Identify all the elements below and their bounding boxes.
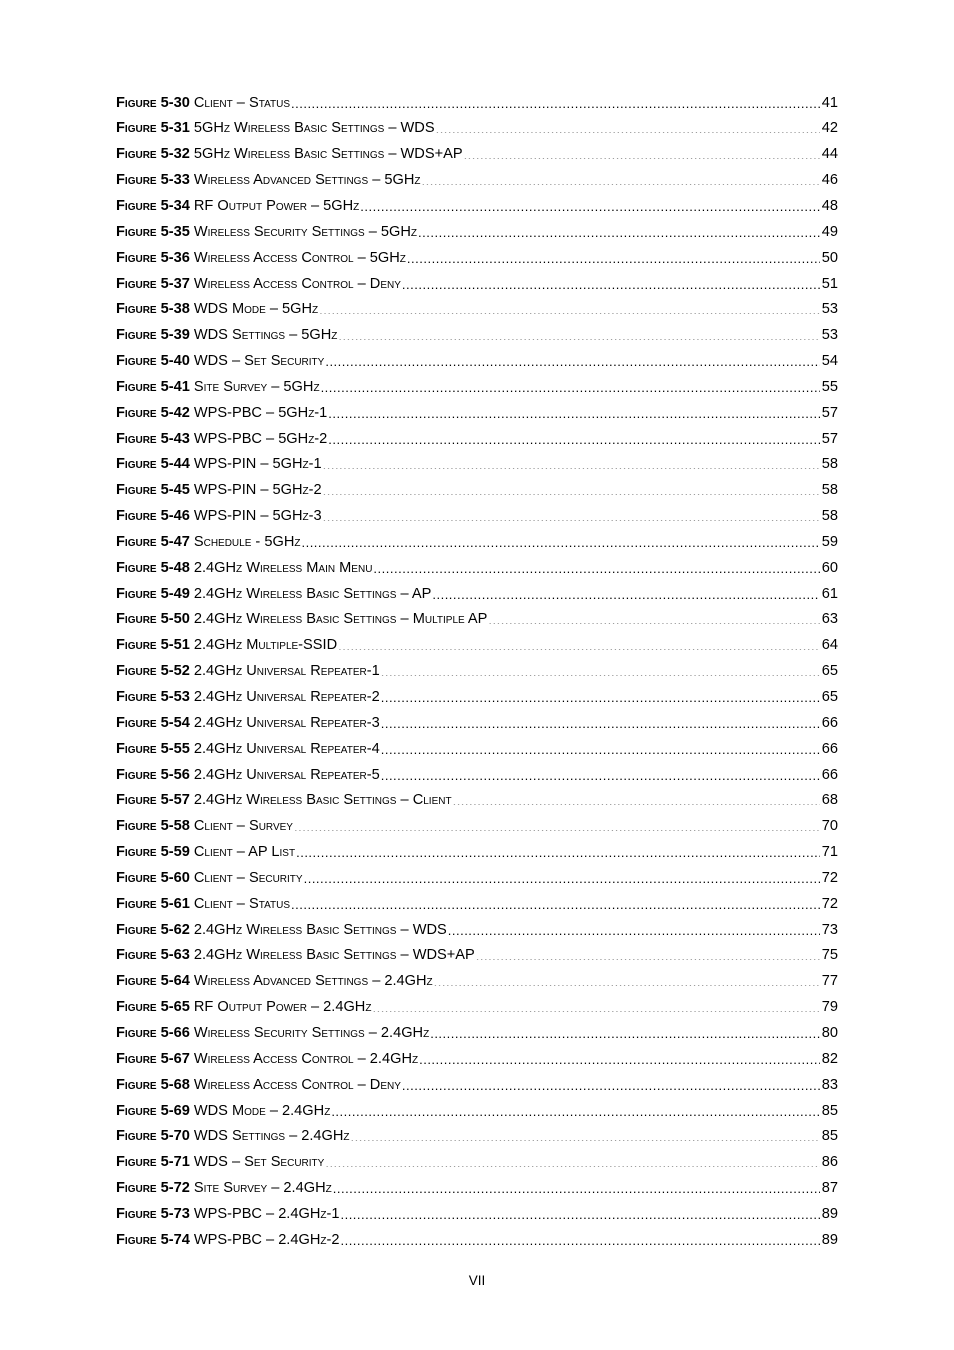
figure-title: 2.4GHz Wireless Basic Settings – AP bbox=[193, 585, 432, 602]
figure-number: Figure 5-35 bbox=[116, 223, 190, 240]
toc-entry[interactable] bbox=[116, 841, 838, 867]
figure-number: Figure 5-69 bbox=[116, 1102, 190, 1119]
figure-title: Site Survey – 5GHz bbox=[193, 378, 320, 395]
figure-title: 2.4GHz Wireless Basic Settings – WDS bbox=[193, 921, 447, 938]
figure-number: Figure 5-57 bbox=[116, 792, 190, 809]
dot-leader bbox=[301, 532, 819, 547]
figure-number: Figure 5-52 bbox=[116, 663, 190, 680]
figure-title: WPS-PIN – 5GHz-1 bbox=[193, 456, 322, 473]
page-number: 79 bbox=[821, 999, 838, 1016]
dot-leader bbox=[464, 145, 820, 160]
figure-title: WPS-PBC – 5GHz-2 bbox=[193, 430, 328, 447]
dot-leader bbox=[407, 248, 820, 263]
dot-leader bbox=[448, 920, 820, 935]
figure-title: 5GHz Wireless Basic Settings – WDS+AP bbox=[193, 146, 463, 163]
figure-number: Figure 5-72 bbox=[116, 1180, 190, 1197]
figure-number: Figure 5-71 bbox=[116, 1154, 190, 1171]
figure-number: Figure 5-70 bbox=[116, 1128, 190, 1145]
page-number: 46 bbox=[821, 172, 838, 189]
toc-entry[interactable] bbox=[116, 997, 838, 1023]
dot-leader bbox=[325, 351, 819, 366]
figure-title: Wireless Access Control – 5GHz bbox=[193, 249, 406, 266]
dot-leader bbox=[338, 636, 820, 651]
figure-number: Figure 5-48 bbox=[116, 559, 190, 576]
toc-entry[interactable] bbox=[116, 790, 838, 816]
toc-entry[interactable] bbox=[116, 195, 838, 221]
figure-number: Figure 5-34 bbox=[116, 197, 190, 214]
page-number: 86 bbox=[821, 1154, 838, 1171]
toc-entry[interactable] bbox=[116, 454, 838, 480]
toc-entry[interactable] bbox=[116, 144, 838, 170]
dot-leader bbox=[323, 481, 820, 496]
toc-entry[interactable] bbox=[116, 1152, 838, 1178]
figure-number: Figure 5-62 bbox=[116, 921, 190, 938]
figure-number: Figure 5-32 bbox=[116, 146, 190, 163]
toc-entry[interactable] bbox=[116, 273, 838, 299]
figure-title: Wireless Advanced Settings – 5GHz bbox=[193, 172, 421, 189]
toc-entry[interactable] bbox=[116, 428, 838, 454]
toc-entry[interactable] bbox=[116, 402, 838, 428]
dot-leader bbox=[453, 791, 820, 806]
page-number: 64 bbox=[821, 637, 838, 654]
page-number: 85 bbox=[821, 1102, 838, 1119]
page-number: 63 bbox=[821, 611, 838, 628]
figure-title: Schedule - 5GHz bbox=[193, 533, 301, 550]
dot-leader bbox=[296, 842, 820, 857]
figure-number: Figure 5-64 bbox=[116, 973, 190, 990]
toc-entry[interactable] bbox=[116, 1177, 838, 1203]
figure-title: Wireless Access Control – 2.4GHz bbox=[193, 1050, 419, 1067]
page-number: 51 bbox=[821, 275, 838, 292]
toc-entry[interactable] bbox=[116, 1229, 838, 1255]
toc-entry[interactable] bbox=[116, 764, 838, 790]
figure-title: Client – Survey bbox=[193, 818, 293, 835]
figure-number: Figure 5-33 bbox=[116, 172, 190, 189]
page-number: 75 bbox=[821, 947, 838, 964]
dot-leader bbox=[402, 1075, 820, 1090]
toc-entry[interactable] bbox=[116, 92, 838, 118]
figure-title: WPS-PBC – 2.4GHz-1 bbox=[193, 1205, 340, 1222]
page-number: 59 bbox=[821, 533, 838, 550]
page-number: 54 bbox=[821, 353, 838, 370]
dot-leader bbox=[373, 558, 819, 573]
figure-number: Figure 5-50 bbox=[116, 611, 190, 628]
dot-leader bbox=[381, 687, 820, 702]
page-number: 68 bbox=[821, 792, 838, 809]
figure-number: Figure 5-42 bbox=[116, 404, 190, 421]
toc-entry[interactable] bbox=[116, 1100, 838, 1126]
page-number: 77 bbox=[821, 973, 838, 990]
figure-title: 2.4GHz Universal Repeater-5 bbox=[193, 766, 380, 783]
page-number: 55 bbox=[821, 378, 838, 395]
toc-entry[interactable] bbox=[116, 480, 838, 506]
figure-number: Figure 5-74 bbox=[116, 1231, 190, 1248]
dot-leader bbox=[381, 739, 820, 754]
figure-title: 2.4GHz Universal Repeater-2 bbox=[193, 689, 380, 705]
figure-number: Figure 5-59 bbox=[116, 844, 190, 861]
figure-title: Site Survey – 2.4GHz bbox=[193, 1180, 332, 1197]
figure-number: Figure 5-63 bbox=[116, 947, 190, 964]
page-number: 53 bbox=[821, 327, 838, 344]
figure-number: Figure 5-66 bbox=[116, 1024, 190, 1041]
figure-number: Figure 5-73 bbox=[116, 1205, 190, 1222]
page-number: 80 bbox=[821, 1024, 838, 1041]
page-number: 89 bbox=[821, 1205, 838, 1222]
toc-entry[interactable] bbox=[116, 583, 838, 609]
page-number: 42 bbox=[821, 120, 838, 137]
figure-title: WDS Mode – 5GHz bbox=[193, 301, 319, 318]
page-number: 72 bbox=[821, 869, 838, 886]
figure-title: Client – Status bbox=[193, 94, 290, 111]
toc-entry[interactable] bbox=[116, 118, 838, 144]
dot-leader bbox=[432, 584, 819, 599]
figure-title: Client – Status bbox=[193, 895, 290, 912]
figure-title: 2.4GHz Wireless Main Menu bbox=[193, 559, 373, 576]
page-number: 53 bbox=[821, 301, 838, 318]
page-footer-number: VII bbox=[468, 1273, 486, 1288]
toc-entry[interactable] bbox=[116, 661, 838, 687]
page-number: 73 bbox=[821, 921, 838, 938]
toc-entry[interactable] bbox=[116, 531, 838, 557]
figure-number: Figure 5-58 bbox=[116, 818, 190, 835]
figure-title: Wireless Security Settings – 2.4GHz bbox=[193, 1024, 430, 1041]
dot-leader bbox=[323, 455, 820, 470]
figure-number: Figure 5-45 bbox=[116, 482, 190, 499]
figure-title: Wireless Access Control – Deny bbox=[193, 275, 401, 292]
page-number: 58 bbox=[821, 482, 838, 499]
figure-title: Client – Security bbox=[193, 869, 303, 886]
page-number: 71 bbox=[821, 844, 838, 861]
figure-title: 2.4GHz Wireless Basic Settings – Client bbox=[193, 792, 452, 809]
toc-entry[interactable] bbox=[116, 325, 838, 351]
page-number: 66 bbox=[821, 714, 838, 731]
page-number: 65 bbox=[821, 663, 838, 680]
page-number: 65 bbox=[821, 689, 838, 705]
figure-title: WDS Settings – 2.4GHz bbox=[193, 1128, 350, 1145]
toc-entry[interactable] bbox=[116, 1203, 838, 1229]
page-number: 87 bbox=[821, 1180, 838, 1197]
dot-leader bbox=[381, 765, 820, 780]
page-number: 48 bbox=[821, 197, 838, 214]
dot-leader bbox=[419, 1049, 820, 1064]
figure-number: Figure 5-67 bbox=[116, 1050, 190, 1067]
figure-title: WDS Settings – 5GHz bbox=[193, 327, 338, 344]
page-number: 89 bbox=[821, 1231, 838, 1248]
toc-entry[interactable] bbox=[116, 609, 838, 635]
toc-entry[interactable] bbox=[116, 350, 838, 376]
figure-title: Wireless Security Settings – 5GHz bbox=[193, 223, 418, 240]
dot-leader bbox=[372, 998, 819, 1013]
dot-leader bbox=[340, 1230, 819, 1245]
toc-entry[interactable] bbox=[116, 506, 838, 532]
toc-entry[interactable] bbox=[116, 299, 838, 325]
toc-entry[interactable] bbox=[116, 1074, 838, 1100]
figure-title: RF Output Power – 5GHz bbox=[193, 197, 360, 214]
figure-title: 5GHz Wireless Basic Settings – WDS bbox=[193, 120, 435, 137]
figure-number: Figure 5-65 bbox=[116, 999, 190, 1016]
figure-number: Figure 5-68 bbox=[116, 1076, 190, 1093]
toc-entry[interactable] bbox=[116, 738, 838, 764]
figure-title: WPS-PBC – 5GHz-1 bbox=[193, 404, 328, 421]
dot-leader bbox=[325, 1153, 819, 1168]
figure-title: RF Output Power – 2.4GHz bbox=[193, 999, 372, 1016]
toc-entry[interactable] bbox=[116, 867, 838, 893]
dot-leader bbox=[476, 946, 820, 961]
page-number: 83 bbox=[821, 1076, 838, 1093]
figure-number: Figure 5-60 bbox=[116, 869, 190, 886]
dot-leader bbox=[421, 171, 819, 186]
toc-entry[interactable] bbox=[116, 635, 838, 661]
toc-entry[interactable] bbox=[116, 1022, 838, 1048]
page-number: 66 bbox=[821, 740, 838, 757]
table-of-figures bbox=[116, 92, 838, 1255]
figure-title: 2.4GHz Universal Repeater-3 bbox=[193, 714, 380, 731]
dot-leader bbox=[434, 972, 820, 987]
figure-number: Figure 5-61 bbox=[116, 895, 190, 912]
page-number: 57 bbox=[821, 430, 838, 447]
dot-leader bbox=[321, 377, 820, 392]
figure-number: Figure 5-54 bbox=[116, 714, 190, 731]
dot-leader bbox=[430, 1023, 820, 1038]
dot-leader bbox=[328, 403, 819, 418]
dot-leader bbox=[294, 817, 820, 832]
dot-leader bbox=[323, 507, 820, 522]
page-number: 44 bbox=[821, 146, 838, 163]
page-number: 72 bbox=[821, 895, 838, 912]
figure-title: WDS – Set Security bbox=[193, 1154, 325, 1171]
toc-entry[interactable] bbox=[116, 170, 838, 196]
page-number: 61 bbox=[821, 585, 838, 602]
dot-leader bbox=[351, 1127, 820, 1142]
toc-entry[interactable] bbox=[116, 1126, 838, 1152]
page-number: 60 bbox=[821, 559, 838, 576]
figure-number: Figure 5-51 bbox=[116, 637, 190, 654]
page-number: 57 bbox=[821, 404, 838, 421]
figure-title: WDS Mode – 2.4GHz bbox=[193, 1102, 331, 1119]
toc-entry[interactable] bbox=[116, 712, 838, 738]
figure-number: Figure 5-49 bbox=[116, 585, 190, 602]
toc-entry[interactable] bbox=[116, 816, 838, 842]
figure-number: Figure 5-56 bbox=[116, 766, 190, 783]
figure-number: Figure 5-40 bbox=[116, 353, 190, 370]
figure-title: 2.4GHz Universal Repeater-4 bbox=[193, 740, 380, 757]
dot-leader bbox=[331, 1101, 819, 1116]
figure-number: Figure 5-47 bbox=[116, 533, 190, 550]
figure-title: Wireless Advanced Settings – 2.4GHz bbox=[193, 973, 433, 990]
dot-leader bbox=[304, 868, 820, 883]
dot-leader bbox=[488, 610, 819, 625]
figure-number: Figure 5-44 bbox=[116, 456, 190, 473]
toc-entry[interactable] bbox=[116, 221, 838, 247]
figure-title: 2.4GHz Universal Repeater-1 bbox=[193, 663, 380, 680]
toc-entry[interactable] bbox=[116, 945, 838, 971]
figure-number: Figure 5-46 bbox=[116, 508, 190, 525]
dot-leader bbox=[360, 196, 819, 211]
figure-title: 2.4GHz Wireless Basic Settings – WDS+AP bbox=[193, 947, 475, 964]
figure-title: WPS-PIN – 5GHz-2 bbox=[193, 482, 322, 499]
page-number: 58 bbox=[821, 508, 838, 525]
figure-number: Figure 5-55 bbox=[116, 740, 190, 757]
page-number: 70 bbox=[821, 818, 838, 835]
figure-number: Figure 5-30 bbox=[116, 94, 190, 111]
page-number: 50 bbox=[821, 249, 838, 266]
page-number: 58 bbox=[821, 456, 838, 473]
toc-entry[interactable] bbox=[116, 557, 838, 583]
figure-title: Wireless Access Control – Deny bbox=[193, 1076, 401, 1093]
figure-number: Figure 5-31 bbox=[116, 120, 190, 137]
toc-entry[interactable] bbox=[116, 686, 838, 712]
toc-entry[interactable] bbox=[116, 376, 838, 402]
figure-number: Figure 5-53 bbox=[116, 689, 190, 705]
page-number: 41 bbox=[821, 94, 838, 111]
figure-title: 2.4GHz Wireless Basic Settings – Multiple AP bbox=[193, 611, 488, 628]
dot-leader bbox=[338, 326, 819, 341]
dot-leader bbox=[328, 429, 819, 444]
figure-number: Figure 5-37 bbox=[116, 275, 190, 292]
page-number: 85 bbox=[821, 1128, 838, 1145]
figure-title: WDS – Set Security bbox=[193, 353, 325, 370]
figure-title: Client – AP List bbox=[193, 844, 296, 861]
figure-title: 2.4GHz Multiple-SSID bbox=[193, 637, 338, 654]
dot-leader bbox=[436, 119, 820, 134]
dot-leader bbox=[340, 1204, 819, 1219]
page-number: 66 bbox=[821, 766, 838, 783]
figure-number: Figure 5-43 bbox=[116, 430, 190, 447]
dot-leader bbox=[381, 662, 820, 677]
toc-entry[interactable] bbox=[116, 919, 838, 945]
toc-entry[interactable] bbox=[116, 247, 838, 273]
figure-number: Figure 5-41 bbox=[116, 378, 190, 395]
figure-title: WPS-PIN – 5GHz-3 bbox=[193, 508, 322, 525]
figure-number: Figure 5-38 bbox=[116, 301, 190, 318]
figure-number: Figure 5-36 bbox=[116, 249, 190, 266]
dot-leader bbox=[291, 93, 820, 108]
dot-leader bbox=[402, 274, 820, 289]
toc-entry[interactable] bbox=[116, 1048, 838, 1074]
page-number: 49 bbox=[821, 223, 838, 240]
page-number: 82 bbox=[821, 1050, 838, 1067]
dot-leader bbox=[291, 894, 820, 909]
dot-leader bbox=[381, 713, 820, 728]
dot-leader bbox=[319, 300, 820, 315]
toc-entry[interactable] bbox=[116, 893, 838, 919]
figure-number: Figure 5-39 bbox=[116, 327, 190, 344]
dot-leader bbox=[418, 222, 820, 237]
toc-entry[interactable] bbox=[116, 971, 838, 997]
dot-leader bbox=[333, 1178, 820, 1193]
figure-title: WPS-PBC – 2.4GHz-2 bbox=[193, 1231, 340, 1248]
